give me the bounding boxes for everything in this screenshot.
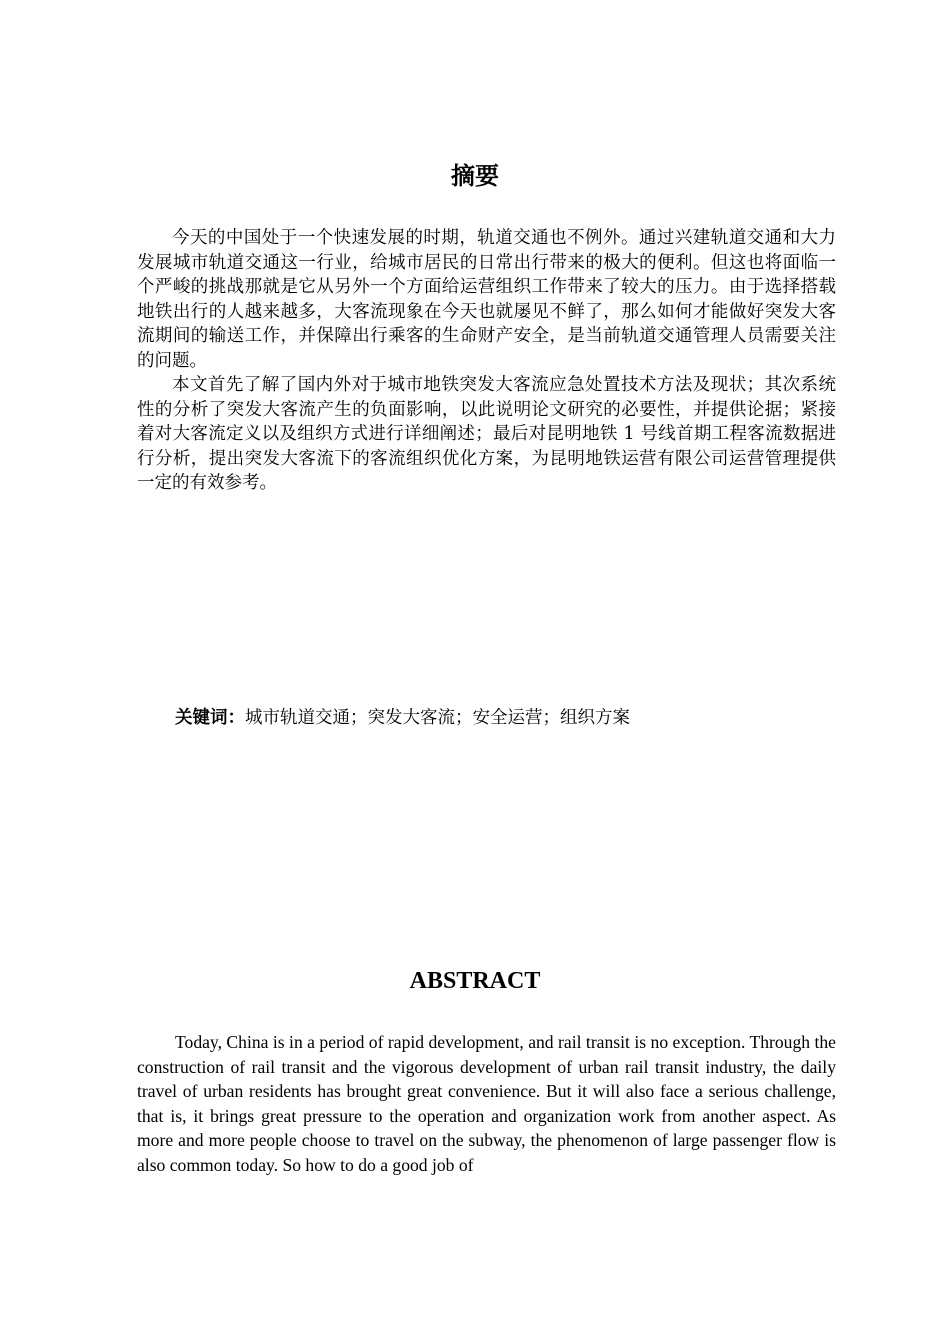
chinese-keywords-line xyxy=(175,706,835,730)
english-abstract-title: ABSTRACT xyxy=(409,968,541,994)
chinese-abstract-body xyxy=(137,226,836,496)
keywords-text: 城市轨道交通；突发大客流；安全运营；组织方案 xyxy=(245,708,630,728)
chinese-abstract-paragraph-2: 本文首先了解了国内外对于城市地铁突发大客流应急处置技术方法及现状；其次系统性的分析了突发大客流产生的负面影响，以此说明论文研究的必要性，并提供论据；紧接着对大客流定义以及组织方式进行详细阐述；最后对昆明地铁 1 号线首期工程客流数据进行分析，提出突发大客流下的客流组织优化方案，为昆明地铁运营有限公司运营管理提供一定的有效参考。 xyxy=(137,375,836,493)
keywords-label: 关键词： xyxy=(175,708,245,728)
chinese-abstract-paragraph-1: 今天的中国处于一个快速发展的时期，轨道交通也不例外。通过兴建轨道交通和大力发展城市轨道交通这一行业，给城市居民的日常出行带来的极大的便利。但这也将面临一个严峻的挑战那就是它从另外一个方面给运营组织工作带来了较大的压力。由于选择搭载地铁出行的人越来越多，大客流现象在今天也就屡见不鲜了，那么如何才能做好突发大客流期间的输送工作，并保障出行乘客的生命财产安全，是当前轨道交通管理人员需要关注的问题。 xyxy=(137,228,836,371)
english-abstract-paragraph: Today, China is in a period of rapid development, and rail transit is no exception. Through the construction of rail transit and the vigorous development of urban rail transit industry, the daily travel of urban residents has brought great convenience. But it will also face a serious challenge, that is, it brings great pressure to the operation and organization work from another aspect. As more and more people choose to travel on the subway, the phenomenon of large passenger flow is also common today. So how to do a good job of xyxy=(137,1032,836,1175)
chinese-abstract-title: 摘要 xyxy=(451,162,499,190)
english-abstract-body xyxy=(137,1030,836,1178)
